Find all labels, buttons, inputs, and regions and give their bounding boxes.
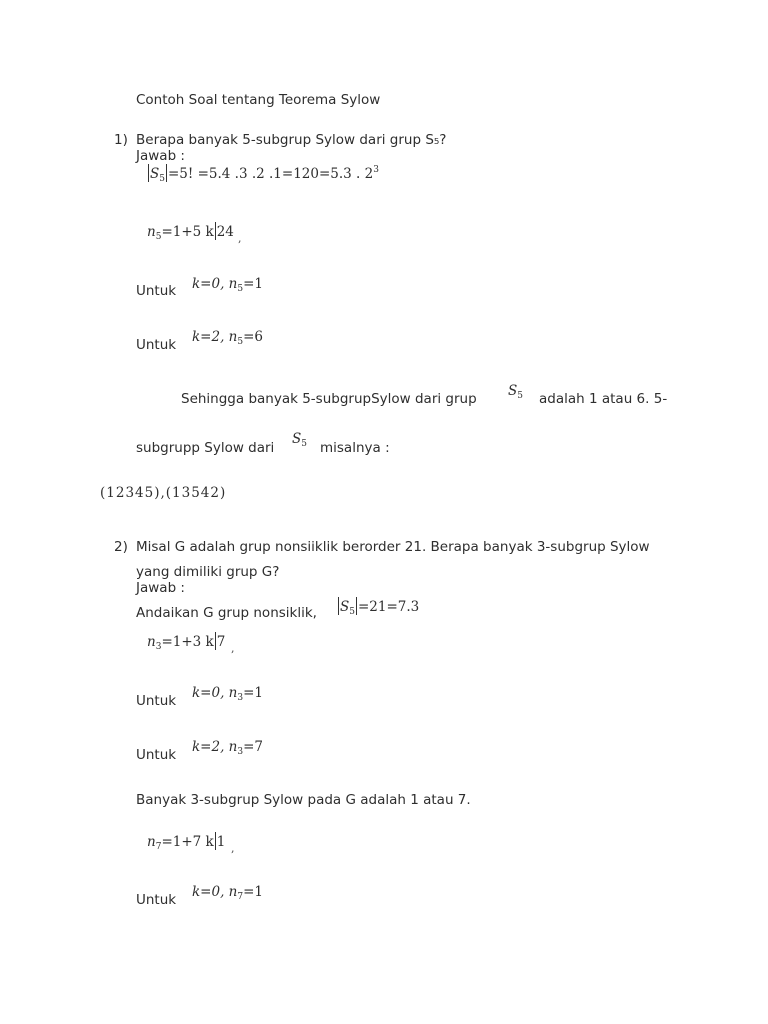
n-symbol: n <box>228 276 238 292</box>
problem-1-number: 1) <box>114 132 128 148</box>
permutation-examples: (12345),(13542) <box>100 485 227 501</box>
problem-2-number: 2) <box>114 539 128 555</box>
problem-1-n5-equation <box>147 222 234 242</box>
n-value: =1 <box>243 276 264 292</box>
problem-2-assumption: Andaikan G grup nonsiklik, <box>136 605 317 621</box>
divides-bar <box>215 832 216 850</box>
k-value: k=0, <box>192 884 225 900</box>
group-subscript: 5 <box>159 174 165 184</box>
case-label: Untuk <box>136 693 177 709</box>
group-subscript: 5 <box>349 607 355 617</box>
divides-value: 7 <box>216 634 226 650</box>
n7-comma: , <box>231 842 235 855</box>
n-subscript: 7 <box>237 892 244 902</box>
n-subscript: 3 <box>237 747 244 757</box>
divides-bar <box>215 222 216 240</box>
problem-1-order-equation <box>147 164 379 184</box>
n-subscript: 3 <box>155 642 162 652</box>
n5-rhs: =1+5 k <box>161 224 214 240</box>
problem-1-question: Berapa banyak 5-subgrup Sylow dari grup S₅? <box>136 132 447 148</box>
n-subscript: 3 <box>237 693 244 703</box>
group-symbol: S <box>292 431 302 447</box>
k-value: k=0, <box>192 276 225 292</box>
k-value: k=0, <box>192 685 225 701</box>
conclusion-line2-part1: subgrupp Sylow dari <box>136 440 275 456</box>
n5-comma: , <box>238 232 242 245</box>
n-symbol: n <box>228 685 238 701</box>
abs-bar-left <box>338 597 339 615</box>
n7-rhs: =1+7 k <box>161 834 214 850</box>
problem-2-n7-equation <box>147 832 225 852</box>
abs-bar-right <box>356 597 357 615</box>
n-symbol: n <box>147 834 156 850</box>
problem-2-n3-equation <box>147 632 225 652</box>
n-symbol: n <box>228 329 238 345</box>
group-subscript: 5 <box>517 391 523 401</box>
case-label: Untuk <box>136 747 177 763</box>
n3-rhs: =1+3 k <box>161 634 214 650</box>
divides-value: 1 <box>216 834 226 850</box>
k-value: k=2, <box>192 329 225 345</box>
n-symbol: n <box>228 884 238 900</box>
group-symbol: S <box>340 599 350 615</box>
order-rhs: =5! =5.4 .3 .2 .1=120=5.3 . 2 <box>167 166 374 182</box>
case-label: Untuk <box>136 337 177 353</box>
problem-1-answer-label: Jawab : <box>136 148 185 164</box>
conclusion-line2-part2: misalnya : <box>320 440 390 456</box>
conclusion-part2: adalah 1 atau 6. 5- <box>539 391 668 407</box>
problem-2-conclusion: Banyak 3-subgrup Sylow pada G adalah 1 atau 7. <box>136 792 471 808</box>
n-subscript: 5 <box>237 284 244 294</box>
order-exponent: 3 <box>373 165 379 175</box>
problem-2-question-line2: yang dimiliki grup G? <box>136 564 280 580</box>
n3-comma: , <box>231 642 235 655</box>
n-symbol: n <box>147 634 156 650</box>
n-symbol: n <box>228 739 238 755</box>
case-equation <box>192 329 263 347</box>
case-equation <box>192 276 263 294</box>
n-subscript: 5 <box>237 337 244 347</box>
group-subscript: 5 <box>301 439 307 449</box>
n-symbol: n <box>147 224 156 240</box>
document-title: Contoh Soal tentang Teorema Sylow <box>136 92 381 108</box>
group-symbol: S <box>150 166 160 182</box>
n-value: =7 <box>243 739 264 755</box>
divides-value: 24 <box>216 224 234 240</box>
n-subscript: 5 <box>155 232 162 242</box>
group-s5-inline <box>292 431 307 449</box>
problem-2-answer-label: Jawab : <box>136 580 185 596</box>
group-s5-inline <box>508 383 523 401</box>
group-symbol: S <box>508 383 518 399</box>
case-equation <box>192 685 263 703</box>
case-label: Untuk <box>136 892 177 908</box>
k-value: k=2, <box>192 739 225 755</box>
case-label: Untuk <box>136 283 177 299</box>
problem-2-order-equation <box>337 597 419 617</box>
order-rhs: =21=7.3 <box>357 599 420 615</box>
n-value: =6 <box>243 329 264 345</box>
case-equation <box>192 739 263 757</box>
case-equation <box>192 884 263 902</box>
divides-bar <box>215 632 216 650</box>
n-value: =1 <box>243 884 264 900</box>
n-subscript: 7 <box>155 842 162 852</box>
abs-bar-right <box>166 164 167 182</box>
conclusion-part1: Sehingga banyak 5-subgrupSylow dari grup <box>181 391 477 407</box>
problem-2-question-line1: Misal G adalah grup nonsiiklik berorder 21. Berapa banyak 3-subgrup Sylow <box>136 539 650 555</box>
abs-bar-left <box>148 164 149 182</box>
n-value: =1 <box>243 685 264 701</box>
